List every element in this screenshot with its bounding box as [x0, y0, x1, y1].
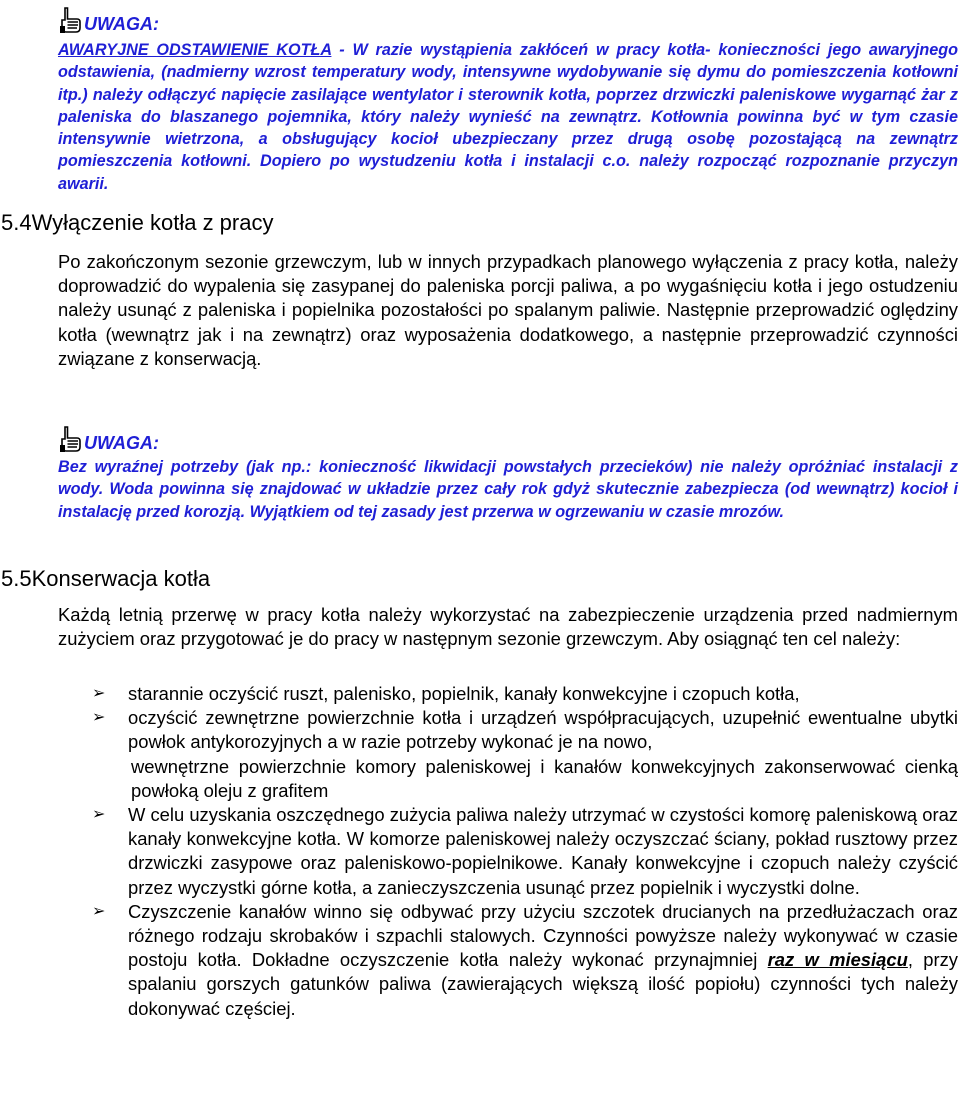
warning-body: - W razie wystąpienia zakłóceń w pracy kotła- konieczności jego awaryjnego odstawienia, (nadmierny wzrost temperatury wody, intensywne wydobywanie się dymu do pomieszczenia kotłowni itp.) należy odłączyć napięcie zasilające wentylator i sterownik kotła, poprzez drzwiczki paleniskowe wygarnąć żar z paleniska do blaszanego pojemnika, który należy wynieść na zewnątrz. Kotłownia powinna być w tym czasie intensywnie wietrzona, a obsługujący kocioł ubezpieczany przez drugą osobę pozostającą na zewnątrz pomieszczenia kotłowni. Dopiero po wystudzeniu kotła i instalacji c.o. należy rozpocząć rozpoznanie przyczyn awarii.: [58, 41, 958, 193]
list-item-text-before: Czyszczenie kanałów winno się odbywać przy użyciu szczotek drucianych na przedłużaczach oraz różnego rodzaju skrobaków i szpachli stalowych. Czynności powyższe należy wykonywać w czasie postoju kotła. Dokładne oczyszczenie kotła należy wykonać przynajmniej: [128, 900, 958, 971]
list-item: [92, 803, 958, 900]
warning-label: UWAGA:: [84, 14, 159, 34]
list-item: [92, 706, 958, 803]
list-item-text: W celu uzyskania oszczędnego zużycia paliwa należy utrzymać w czystości komorę paleniskową oraz kanały konwekcyjne kotła. W komorze paleniskowej należy oczyszczać ściany, pokład rusztowy przez drzwiczki zasypowe oraz paleniskowo-popielnikowe. Kanały konwekcyjne i czopuch należy czyścić przez wyczystki górne kotła, a zanieczyszczenia usunąć przez popielnik i wyczystki dolne.: [128, 804, 958, 898]
warning-text: [58, 39, 958, 195]
list-item-text: oczyścić zewnętrzne powierzchnie kotła i urządzeń współpracujących, uzupełnić ewentualne ubytki powłok antykorozyjnych a w razie potrzeby wykonać je na nowo,: [128, 707, 958, 753]
pointing-hand-icon: [58, 6, 82, 34]
emphasis-text: raz w miesiącu: [767, 949, 908, 971]
arrowhead-bullet-icon: ➢: [92, 685, 106, 702]
list-item-subtext: wewnętrzne powierzchnie komory paleniskowej i kanałów konwekcyjnych zakonserwować cienką powłoką oleju z grafitem: [131, 755, 958, 801]
warning-heading: [58, 6, 159, 34]
arrowhead-bullet-icon: ➢: [92, 709, 106, 727]
pointing-hand-icon: [58, 425, 82, 453]
section-5-5-intro: Każdą letnią przerwę w pracy kotła należy wykorzystać na zabezpieczenie urządzenia przed nadmiernym zużyciem oraz przygotować je do pracy w następnym sezonie grzewczym. Aby osiągnąć ten cel należy:: [58, 604, 958, 650]
maintenance-list: [92, 682, 958, 1021]
warning-heading-2: [58, 425, 159, 453]
warning-label: UWAGA:: [84, 433, 159, 453]
list-item-text: starannie oczyścić ruszt, palenisko, popielnik, kanały konwekcyjne i czopuch kotła,: [128, 683, 800, 704]
section-5-4-paragraph: Po zakończonym sezonie grzewczym, lub w innych przypadkach planowego wyłączenia z pracy kotła, należy doprowadzić do wypalenia się zasypanej do paleniska porcji paliwa, a po wygaśnięciu kotła i jego ostudzeniu należy usunąć z paleniska i popielnika pozostałości po spalanym paliwie. Następnie przeprowadzić oględziny kotła (wewnątrz jak i na zewnątrz) oraz wyposażenia dodatkowego, a następnie przeprowadzić czynności związane z konserwacją.: [58, 251, 958, 369]
arrowhead-bullet-icon: ➢: [92, 902, 106, 920]
arrowhead-bullet-icon: ➢: [92, 806, 106, 824]
warning-lead: AWARYJNE ODSTAWIENIE KOTŁA: [58, 41, 332, 59]
warning-text-2: Bez wyraźnej potrzeby (jak np.: konieczność likwidacji powstałych przecieków) nie należy opróżniać instalacji z wody. Woda powinna się znajdować w układzie przez cały rok gdyż skutecznie zabezpiecza (od wewnątrz) kocioł i instalację przed korozją. Wyjątkiem od tej zasady jest przerwa w ogrzewaniu w czasie mrozów.: [58, 458, 958, 521]
section-title-5-5: 5.5Konserwacja kotła: [1, 566, 211, 591]
list-item-text-after: , przy spalaniu gorszych gatunków paliwa (zawierających większą ilość popiołu) czynności tych należy dokonywać częściej.: [128, 949, 959, 1019]
list-item: [92, 682, 958, 706]
list-item: [92, 900, 958, 1021]
section-title-5-4: 5.4Wyłączenie kotła z pracy: [1, 210, 274, 235]
